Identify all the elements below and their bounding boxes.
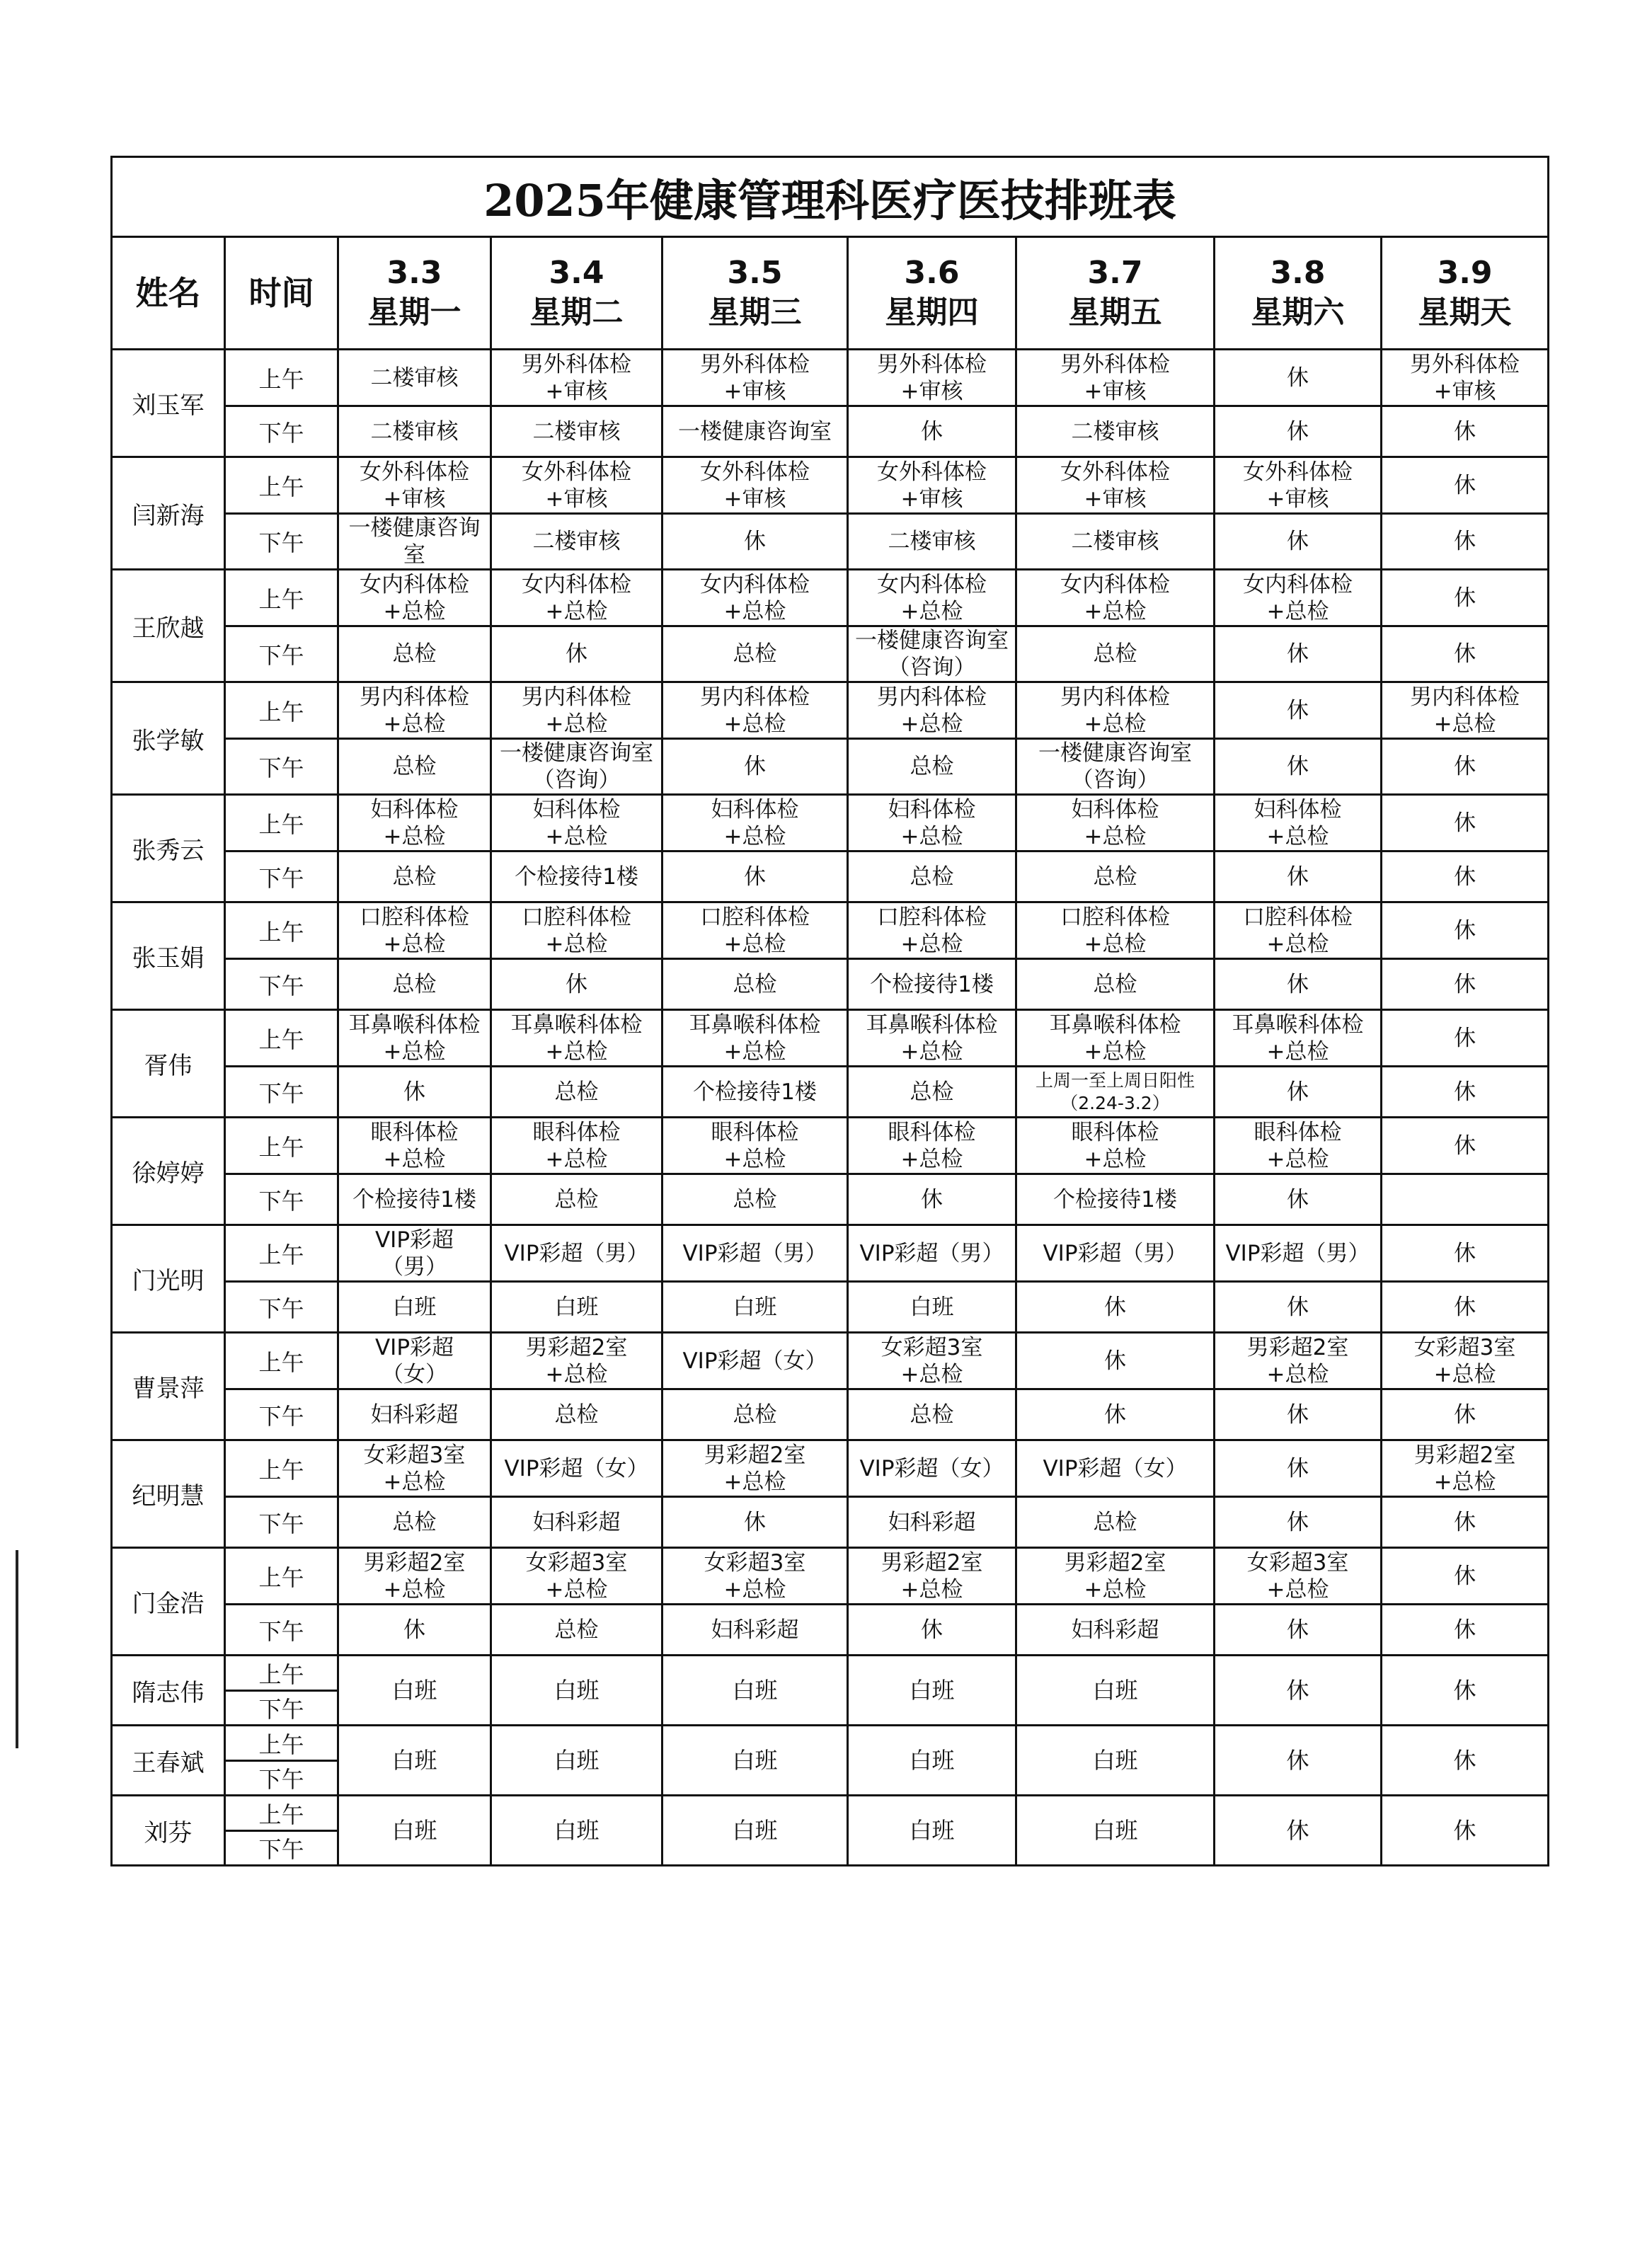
shift-cell: 休	[1382, 1497, 1549, 1548]
period-pm: 下午	[225, 959, 338, 1010]
table-row	[112, 1174, 1549, 1225]
period-pm: 下午	[225, 1497, 338, 1548]
shift-cell: 总检	[1016, 851, 1215, 902]
table-row	[112, 1282, 1549, 1333]
shift-cell: 女外科体检 +审核	[1215, 457, 1382, 514]
shift-cell: 休	[1382, 1225, 1549, 1282]
column-header-day	[1382, 237, 1549, 350]
shift-cell: 女内科体检 +总检	[662, 570, 848, 626]
shift-cell: 一楼健康咨询室	[662, 406, 848, 457]
shift-cell: 休	[1382, 1605, 1549, 1656]
shift-cell: 休	[491, 959, 662, 1010]
shift-cell: 口腔科体检 +总检	[848, 902, 1016, 959]
table-row	[112, 1333, 1549, 1389]
period-am: 上午	[225, 682, 338, 739]
shift-cell: 男外科体检 +审核	[848, 350, 1016, 406]
shift-cell: 男内科体检 +总检	[1016, 682, 1215, 739]
shift-cell: 耳鼻喉科体检 +总检	[662, 1010, 848, 1067]
shift-cell: 男彩超2室 +总检	[662, 1440, 848, 1497]
staff-name: 王欣越	[112, 570, 225, 682]
staff-name: 张秀云	[112, 795, 225, 902]
shift-cell: 休	[1215, 739, 1382, 795]
shift-cell: 女内科体检 +总检	[338, 570, 491, 626]
shift-cell: VIP彩超（男）	[1016, 1225, 1215, 1282]
period-am: 上午	[225, 1548, 338, 1605]
shift-cell: 休	[1382, 1282, 1549, 1333]
shift-cell: 休	[1215, 959, 1382, 1010]
period-am: 上午	[225, 457, 338, 514]
shift-cell: 总检	[848, 1389, 1016, 1440]
shift-cell: 休	[1382, 902, 1549, 959]
shift-cell: 白班	[848, 1726, 1016, 1796]
table-row	[112, 1225, 1549, 1282]
shift-cell: 休	[1016, 1389, 1215, 1440]
shift-cell: 男外科体检 +审核	[662, 350, 848, 406]
table-row	[112, 1118, 1549, 1174]
shift-cell: 白班	[662, 1796, 848, 1866]
shift-cell: 白班	[338, 1282, 491, 1333]
shift-cell: 二楼审核	[491, 514, 662, 570]
shift-cell: 休	[1215, 1497, 1382, 1548]
shift-cell: 休	[1382, 1067, 1549, 1118]
shift-cell: 休	[1382, 1010, 1549, 1067]
period-am: 上午	[225, 1796, 338, 1831]
table-row	[112, 1726, 1549, 1761]
shift-cell: 总检	[491, 1067, 662, 1118]
column-header-day	[662, 237, 848, 350]
column-header-day	[338, 237, 491, 350]
shift-cell: 男彩超2室 +总检	[1016, 1548, 1215, 1605]
shift-cell: 白班	[491, 1726, 662, 1796]
day-weekday: 星期三	[708, 294, 802, 331]
shift-cell: 总检	[491, 1605, 662, 1656]
shift-cell: VIP彩超（女）	[848, 1440, 1016, 1497]
shift-cell: 休	[1382, 1389, 1549, 1440]
period-pm: 下午	[225, 1282, 338, 1333]
shift-cell: 总检	[491, 1174, 662, 1225]
period-pm: 下午	[225, 1831, 338, 1866]
shift-cell: 白班	[338, 1656, 491, 1726]
shift-cell: 白班	[848, 1282, 1016, 1333]
shift-cell: 总检	[491, 1389, 662, 1440]
shift-cell: 男彩超2室 +总检	[338, 1548, 491, 1605]
period-am: 上午	[225, 795, 338, 851]
shift-cell: 女内科体检 +总检	[848, 570, 1016, 626]
table-row	[112, 1440, 1549, 1497]
shift-cell: 个检接待1楼	[662, 1067, 848, 1118]
day-date: 3.6	[904, 255, 960, 291]
shift-cell: 一楼健康咨询室	[338, 514, 491, 570]
shift-cell: 休	[1382, 570, 1549, 626]
shift-cell: 休	[1382, 1796, 1549, 1866]
shift-cell: 白班	[662, 1282, 848, 1333]
shift-cell: 口腔科体检 +总检	[662, 902, 848, 959]
shift-cell: 休	[1382, 1656, 1549, 1726]
shift-cell: 男彩超2室 +总检	[848, 1548, 1016, 1605]
period-pm: 下午	[225, 739, 338, 795]
shift-cell: 女外科体检 +审核	[1016, 457, 1215, 514]
shift-cell: 休	[338, 1067, 491, 1118]
shift-cell: 女彩超3室 +总检	[1215, 1548, 1382, 1605]
shift-cell: 总检	[338, 626, 491, 682]
shift-cell: 休	[1382, 959, 1549, 1010]
shift-cell: VIP彩超（女）	[1016, 1440, 1215, 1497]
table-row	[112, 1010, 1549, 1067]
shift-cell: 总检	[338, 959, 491, 1010]
shift-cell: 女彩超3室 +总检	[848, 1333, 1016, 1389]
shift-cell: 休	[338, 1605, 491, 1656]
shift-cell: 男彩超2室 +总检	[1382, 1440, 1549, 1497]
shift-cell: 眼科体检 +总检	[1215, 1118, 1382, 1174]
shift-cell: 总检	[1016, 959, 1215, 1010]
staff-name: 刘芬	[112, 1796, 225, 1866]
shift-cell: 休	[1215, 682, 1382, 739]
period-pm: 下午	[225, 1389, 338, 1440]
period-pm: 下午	[225, 1761, 338, 1796]
shift-cell: 男内科体检 +总检	[662, 682, 848, 739]
period-am: 上午	[225, 1656, 338, 1691]
period-pm: 下午	[225, 1605, 338, 1656]
shift-cell: 耳鼻喉科体检 +总检	[1215, 1010, 1382, 1067]
shift-cell: 二楼审核	[491, 406, 662, 457]
shift-cell: 一楼健康咨询室 （咨询）	[491, 739, 662, 795]
period-am: 上午	[225, 350, 338, 406]
shift-cell: VIP彩超（男）	[662, 1225, 848, 1282]
shift-cell: 休	[1215, 406, 1382, 457]
shift-cell: 休	[1215, 1726, 1382, 1796]
staff-name: 隋志伟	[112, 1656, 225, 1726]
staff-name: 张玉娟	[112, 902, 225, 1010]
table-row	[112, 902, 1549, 959]
scan-edge-mark	[16, 1550, 18, 1748]
shift-cell: 白班	[491, 1282, 662, 1333]
staff-name: 胥伟	[112, 1010, 225, 1118]
table-row	[112, 682, 1549, 739]
period-pm: 下午	[225, 851, 338, 902]
table-row	[112, 1548, 1549, 1605]
schedule-body	[112, 350, 1549, 1866]
shift-cell: 休	[1382, 795, 1549, 851]
shift-cell: 妇科彩超	[338, 1389, 491, 1440]
shift-cell: 休	[1382, 1548, 1549, 1605]
table-row	[112, 851, 1549, 902]
shift-cell: 二楼审核	[338, 406, 491, 457]
table-row	[112, 1796, 1549, 1831]
table-row	[112, 626, 1549, 682]
shift-cell: 妇科体检 +总检	[338, 795, 491, 851]
shift-cell: 妇科体检 +总检	[662, 795, 848, 851]
day-date: 3.9	[1437, 255, 1493, 291]
shift-cell: 男外科体检 +审核	[1016, 350, 1215, 406]
shift-cell: 男内科体检 +总检	[491, 682, 662, 739]
day-weekday: 星期五	[1068, 294, 1162, 331]
staff-name: 张学敏	[112, 682, 225, 795]
shift-cell: 个检接待1楼	[491, 851, 662, 902]
shift-cell: 妇科彩超	[1016, 1605, 1215, 1656]
day-date: 3.7	[1087, 255, 1143, 291]
shift-cell: 女彩超3室 +总检	[338, 1440, 491, 1497]
shift-cell: 个检接待1楼	[1016, 1174, 1215, 1225]
shift-cell: 耳鼻喉科体检 +总检	[1016, 1010, 1215, 1067]
shift-cell: 白班	[662, 1656, 848, 1726]
shift-cell: 上周一至上周日阳性 （2.24-3.2）	[1016, 1067, 1215, 1118]
period-pm: 下午	[225, 1691, 338, 1726]
shift-cell: 女内科体检 +总检	[1215, 570, 1382, 626]
shift-cell: 男彩超2室 +总检	[1215, 1333, 1382, 1389]
shift-cell: 休	[662, 1497, 848, 1548]
shift-cell: 眼科体检 +总检	[1016, 1118, 1215, 1174]
shift-cell: VIP彩超 （男）	[338, 1225, 491, 1282]
shift-cell: 女内科体检 +总检	[1016, 570, 1215, 626]
day-date: 3.8	[1270, 255, 1326, 291]
shift-cell: 妇科彩超	[848, 1497, 1016, 1548]
table-row	[112, 406, 1549, 457]
shift-cell: 休	[1382, 851, 1549, 902]
shift-cell: 妇科体检 +总检	[1016, 795, 1215, 851]
shift-cell: VIP彩超（男）	[848, 1225, 1016, 1282]
shift-cell: 总检	[848, 851, 1016, 902]
shift-cell: 耳鼻喉科体检 +总检	[491, 1010, 662, 1067]
table-row	[112, 1497, 1549, 1548]
day-date: 3.4	[549, 255, 604, 291]
day-weekday: 星期二	[529, 294, 624, 331]
period-pm: 下午	[225, 1174, 338, 1225]
shift-cell: 女外科体检 +审核	[848, 457, 1016, 514]
shift-cell: 总检	[662, 626, 848, 682]
column-header-day	[1215, 237, 1382, 350]
day-date: 3.3	[386, 255, 442, 291]
shift-cell: 休	[1215, 1796, 1382, 1866]
shift-cell: 总检	[1016, 1497, 1215, 1548]
shift-cell: 白班	[491, 1656, 662, 1726]
shift-cell: 休	[1215, 1067, 1382, 1118]
staff-name: 门光明	[112, 1225, 225, 1333]
shift-cell: 休	[1016, 1333, 1215, 1389]
shift-cell: 白班	[338, 1726, 491, 1796]
shift-cell: 女彩超3室 +总检	[1382, 1333, 1549, 1389]
shift-cell: 女内科体检 +总检	[491, 570, 662, 626]
period-am: 上午	[225, 1440, 338, 1497]
shift-cell: 女外科体检 +审核	[662, 457, 848, 514]
shift-cell: 男内科体检 +总检	[848, 682, 1016, 739]
page-title: 2025年健康管理科医疗医技排班表	[112, 157, 1549, 237]
shift-cell: 二楼审核	[1016, 514, 1215, 570]
shift-cell: 休	[848, 1605, 1016, 1656]
shift-cell: 二楼审核	[848, 514, 1016, 570]
period-am: 上午	[225, 1010, 338, 1067]
shift-cell: 总检	[662, 1174, 848, 1225]
shift-cell: 一楼健康咨询室 （咨询）	[1016, 739, 1215, 795]
shift-cell: 眼科体检 +总检	[491, 1118, 662, 1174]
shift-cell: 休	[1382, 626, 1549, 682]
period-pm: 下午	[225, 1067, 338, 1118]
table-row	[112, 1389, 1549, 1440]
day-date: 3.5	[727, 255, 783, 291]
shift-cell: 休	[1016, 1282, 1215, 1333]
column-header-day	[491, 237, 662, 350]
shift-cell: 白班	[848, 1656, 1016, 1726]
shift-cell: 个检接待1楼	[848, 959, 1016, 1010]
shift-cell: 休	[848, 1174, 1016, 1225]
shift-cell: 总检	[338, 1497, 491, 1548]
shift-cell: 眼科体检 +总检	[338, 1118, 491, 1174]
shift-cell: 女外科体检 +审核	[491, 457, 662, 514]
shift-cell: 妇科体检 +总检	[1215, 795, 1382, 851]
shift-cell: 个检接待1楼	[338, 1174, 491, 1225]
shift-cell: 口腔科体检 +总检	[1016, 902, 1215, 959]
period-am: 上午	[225, 1333, 338, 1389]
shift-cell: 女外科体检 +审核	[338, 457, 491, 514]
day-weekday: 星期一	[367, 294, 461, 331]
shift-cell: 总检	[848, 739, 1016, 795]
staff-name: 曹景萍	[112, 1333, 225, 1440]
shift-cell: 休	[1215, 851, 1382, 902]
shift-cell: 白班	[1016, 1656, 1215, 1726]
table-row	[112, 1656, 1549, 1691]
shift-cell: 白班	[1016, 1796, 1215, 1866]
shift-cell: VIP彩超（男）	[491, 1225, 662, 1282]
shift-cell: 休	[662, 739, 848, 795]
staff-name: 纪明慧	[112, 1440, 225, 1548]
shift-cell: 一楼健康咨询室 （咨询）	[848, 626, 1016, 682]
shift-cell: 女彩超3室 +总检	[491, 1548, 662, 1605]
period-am: 上午	[225, 1118, 338, 1174]
shift-cell: 男内科体检 +总检	[338, 682, 491, 739]
shift-cell: 总检	[848, 1067, 1016, 1118]
staff-name: 徐婷婷	[112, 1118, 225, 1225]
shift-cell	[1382, 1174, 1549, 1225]
shift-cell: 二楼审核	[1016, 406, 1215, 457]
shift-cell: 休	[1215, 1282, 1382, 1333]
shift-cell: 休	[1215, 1174, 1382, 1225]
table-row	[112, 1605, 1549, 1656]
shift-cell: VIP彩超（女）	[491, 1440, 662, 1497]
shift-cell: 女彩超3室 +总检	[662, 1548, 848, 1605]
shift-cell: 妇科体检 +总检	[848, 795, 1016, 851]
shift-cell: 耳鼻喉科体检 +总检	[338, 1010, 491, 1067]
period-am: 上午	[225, 902, 338, 959]
day-weekday: 星期天	[1418, 294, 1512, 331]
table-row	[112, 1067, 1549, 1118]
shift-cell: 口腔科体检 +总检	[1215, 902, 1382, 959]
shift-cell: 男外科体检 +审核	[1382, 350, 1549, 406]
shift-cell: 妇科体检 +总检	[491, 795, 662, 851]
shift-cell: 男彩超2室 +总检	[491, 1333, 662, 1389]
shift-cell: 总检	[338, 739, 491, 795]
shift-cell: 休	[1215, 1656, 1382, 1726]
column-header-day	[1016, 237, 1215, 350]
shift-cell: 总检	[662, 959, 848, 1010]
shift-cell: 男外科体检 +审核	[491, 350, 662, 406]
period-am: 上午	[225, 1225, 338, 1282]
shift-cell: 妇科彩超	[662, 1605, 848, 1656]
shift-cell: 休	[662, 514, 848, 570]
header-row	[112, 237, 1549, 350]
period-pm: 下午	[225, 406, 338, 457]
shift-cell: 休	[848, 406, 1016, 457]
shift-cell: 白班	[662, 1726, 848, 1796]
shift-cell: 白班	[1016, 1726, 1215, 1796]
schedule-table	[110, 156, 1549, 1866]
staff-name: 刘玉军	[112, 350, 225, 457]
shift-cell: 休	[1215, 1440, 1382, 1497]
shift-cell: VIP彩超（男）	[1215, 1225, 1382, 1282]
day-weekday: 星期六	[1251, 294, 1345, 331]
shift-cell: VIP彩超（女）	[662, 1333, 848, 1389]
shift-cell: 白班	[338, 1796, 491, 1866]
shift-cell: 休	[1382, 1726, 1549, 1796]
staff-name: 王春斌	[112, 1726, 225, 1796]
shift-cell: 休	[491, 626, 662, 682]
shift-cell: 眼科体检 +总检	[848, 1118, 1016, 1174]
table-row	[112, 795, 1549, 851]
table-row	[112, 350, 1549, 406]
shift-cell: 总检	[338, 851, 491, 902]
shift-cell: 休	[1382, 406, 1549, 457]
shift-cell: 男内科体检 +总检	[1382, 682, 1549, 739]
shift-cell: 白班	[491, 1796, 662, 1866]
shift-cell: 妇科彩超	[491, 1497, 662, 1548]
period-pm: 下午	[225, 626, 338, 682]
column-header-name: 姓名	[112, 237, 225, 350]
table-row	[112, 514, 1549, 570]
shift-cell: 口腔科体检 +总检	[491, 902, 662, 959]
shift-cell: 耳鼻喉科体检 +总检	[848, 1010, 1016, 1067]
shift-cell: 休	[1215, 350, 1382, 406]
shift-cell: 休	[1215, 514, 1382, 570]
shift-cell: 休	[1215, 626, 1382, 682]
shift-cell: 休	[1382, 739, 1549, 795]
shift-cell: 休	[1382, 514, 1549, 570]
shift-cell: 休	[1382, 457, 1549, 514]
staff-name: 闫新海	[112, 457, 225, 570]
column-header-day	[848, 237, 1016, 350]
shift-cell: 休	[662, 851, 848, 902]
period-am: 上午	[225, 570, 338, 626]
column-header-time: 时间	[225, 237, 338, 350]
table-row	[112, 739, 1549, 795]
shift-cell: 白班	[848, 1796, 1016, 1866]
shift-cell: 休	[1215, 1389, 1382, 1440]
shift-cell: 二楼审核	[338, 350, 491, 406]
period-am: 上午	[225, 1726, 338, 1761]
shift-cell: 休	[1382, 1118, 1549, 1174]
staff-name: 门金浩	[112, 1548, 225, 1656]
shift-cell: 眼科体检 +总检	[662, 1118, 848, 1174]
table-row	[112, 457, 1549, 514]
day-weekday: 星期四	[885, 294, 979, 331]
period-pm: 下午	[225, 514, 338, 570]
shift-cell: VIP彩超 （女）	[338, 1333, 491, 1389]
shift-cell: 总检	[1016, 626, 1215, 682]
shift-cell: 总检	[662, 1389, 848, 1440]
shift-cell: 口腔科体检 +总检	[338, 902, 491, 959]
table-row	[112, 570, 1549, 626]
table-row	[112, 959, 1549, 1010]
shift-cell: 休	[1215, 1605, 1382, 1656]
